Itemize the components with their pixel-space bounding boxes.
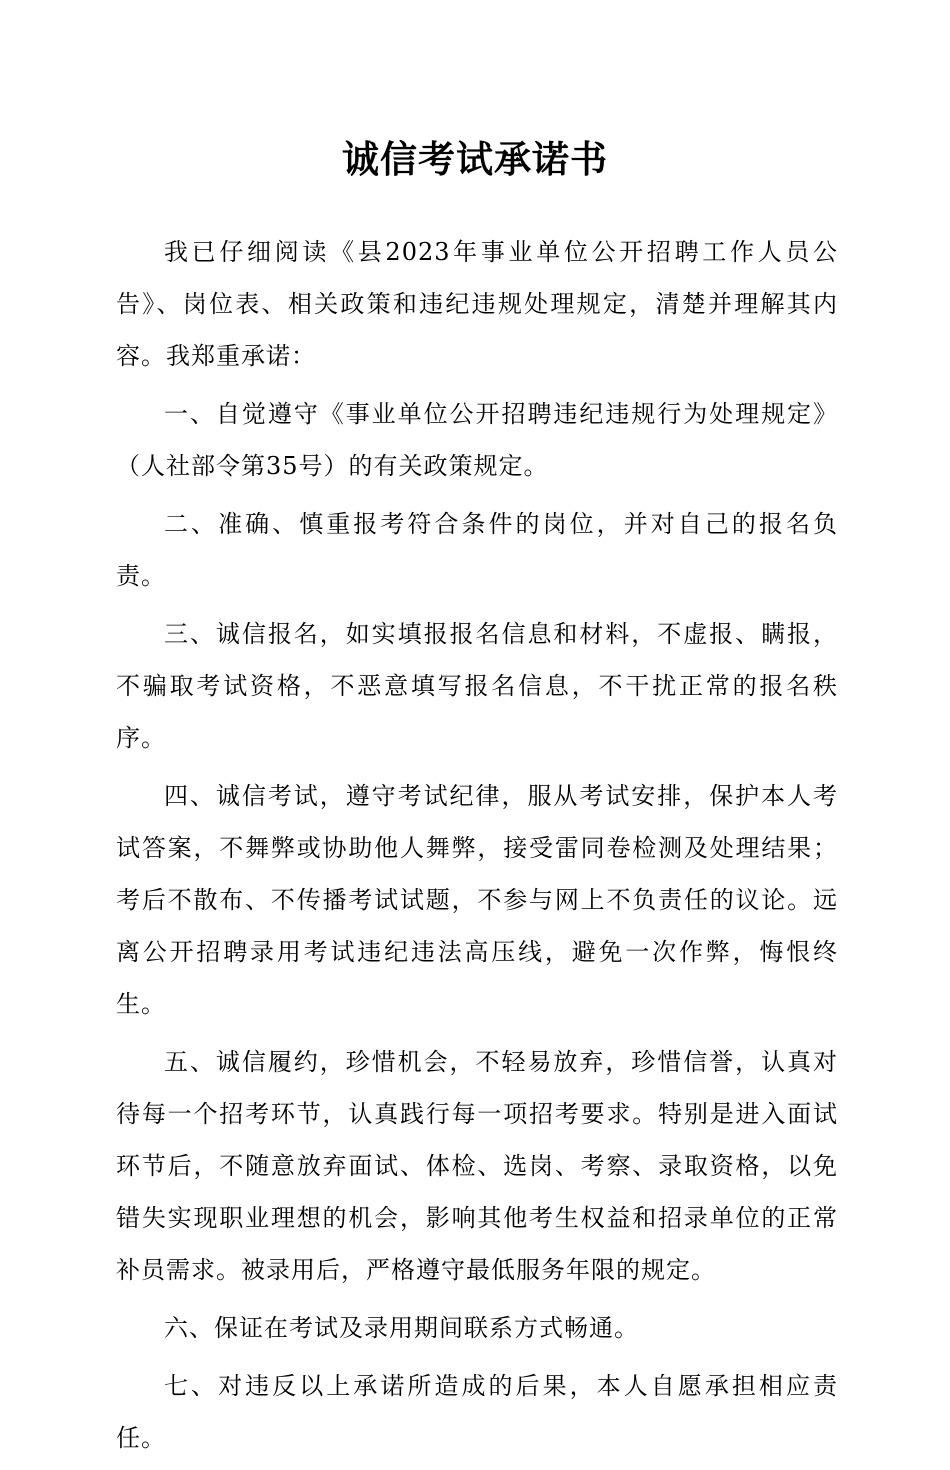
document-body	[116, 226, 838, 1470]
pledge-item-7: 七、对违反以上承诺所造成的后果，本人自愿承担相应责任。	[116, 1372, 838, 1452]
document-title: 诚信考试承诺书	[342, 138, 608, 181]
pledge-item-4: 四、诚信考试，遵守考试纪律，服从考试安排，保护本人考试答案，不舞弊或协助他人舞弊，接受雷同卷检测及处理结果；考后不散布、不传播考试试题，不参与网上不负责任的议论。远离公开招聘录用考试违纪违法高压线，避免一次作弊，悔恨终生。	[116, 782, 838, 1018]
intro-paragraph: 我已仔细阅读《县2023年事业单位公开招聘工作人员公告》、岗位表、相关政策和违纪违规处理规定，清楚并理解其内容。我郑重承诺：	[116, 238, 838, 370]
pledge-item-6: 六、保证在考试及录用期间联系方式畅通。	[164, 1314, 639, 1342]
pledge-item-1: 一、自觉遵守《事业单位公开招聘违纪违规行为处理规定》（人社部令第35号）的有关政策规定。	[116, 400, 838, 480]
pledge-item-5: 五、诚信履约，珍惜机会，不轻易放弃，珍惜信誉，认真对待每一个招考环节，认真践行每一项招考要求。特别是进入面试环节后，不随意放弃面试、体检、选岗、考察、录取资格，以免错失实现职业理想的机会，影响其他考生权益和招录单位的正常补员需求。被录用后，严格遵守最低服务年限的规定。	[116, 1048, 838, 1284]
pledge-item-3: 三、诚信报名，如实填报报名信息和材料，不虚报、瞒报，不骗取考试资格，不恶意填写报名信息，不干扰正常的报名秩序。	[116, 620, 838, 752]
pledge-item-2: 二、准确、慎重报考符合条件的岗位，并对自己的报名负责。	[116, 510, 838, 590]
